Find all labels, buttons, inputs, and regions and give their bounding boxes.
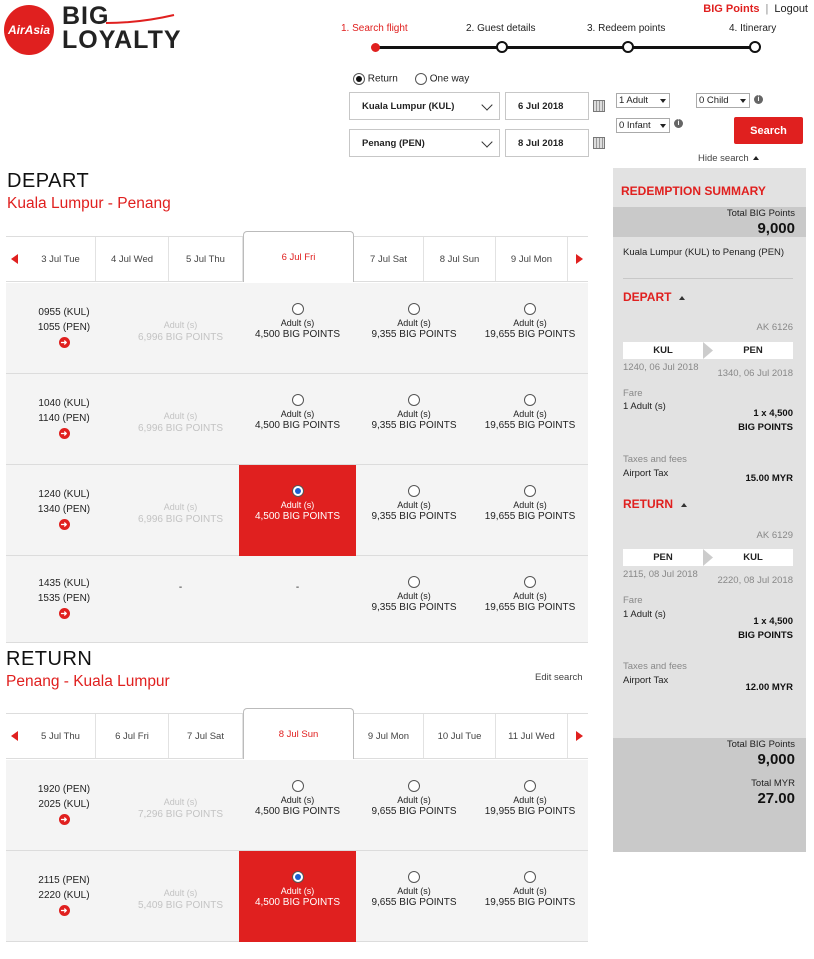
arrival-time: 1340 (PEN) [37,503,91,515]
chevron-down-icon [481,136,492,147]
fare-pax-label: Adult (s) [513,794,547,805]
fare-radio[interactable] [292,871,304,883]
summary-return-label: RETURN [623,497,673,511]
fare-pax-label: Adult (s) [397,317,431,328]
info-icon[interactable]: i [674,119,683,128]
arrival-time: 1535 (PEN) [37,592,91,604]
search-button[interactable]: Search [734,117,803,144]
adult-value: 1 Adult [619,95,649,106]
fare-points: 19,655 BIG POINTS [484,420,576,432]
fare-points: 9,355 BIG POINTS [371,511,457,523]
fare-points: 4,500 BIG POINTS [254,329,341,341]
depart-route: Kuala Lumpur - Penang [7,195,171,212]
return-tax-value: 12.00 MYR [745,682,793,693]
next-date-arrow-icon[interactable] [576,254,583,264]
depart-route-bar [623,342,793,359]
progress-line [376,46,756,49]
total-points-label: Total BIG Points [726,739,795,750]
depart-arrival-time: 1340, 06 Jul 2018 [717,368,793,379]
flight-row [6,760,588,851]
depart-pax: 1 Adult (s) [623,401,666,412]
return-fare-value: 1 x 4,500 [753,616,793,627]
depart-date-strip [6,236,588,282]
fare-points: 19,655 BIG POINTS [484,602,576,614]
flight-times [6,782,122,827]
child-select[interactable] [696,93,750,108]
date-tab[interactable]: 6 Jul Fri [243,231,354,282]
flight-times [6,576,122,621]
fare-radio[interactable] [292,394,304,406]
chevron-up-icon [679,296,685,300]
fare-points: 4,500 BIG POINTS [254,511,341,523]
summary-total-top [613,207,806,237]
fare-radio[interactable] [292,780,304,792]
fare-radio[interactable] [408,871,420,883]
step-4-label: 4. Itinerary [729,23,777,34]
fare-radio[interactable] [524,485,536,497]
flight-details-arrow-icon[interactable]: ➜ [59,905,70,916]
date-tab[interactable]: 6 Jul Fri [96,714,169,758]
fare-pax-label: Adult (s) [397,499,431,510]
fare-dash: - [178,582,183,593]
fare-pax-label: Adult (s) [513,317,547,328]
departure-time: 1435 (KUL) [38,577,90,589]
depart-title: DEPART [7,170,90,192]
fare-points: 4,500 BIG POINTS [254,806,341,818]
flight-times [6,305,122,350]
return-tax-name: Airport Tax [623,675,669,686]
fare-points: 19,655 BIG POINTS [484,511,576,523]
calendar-icon[interactable] [593,100,605,112]
flight-details-arrow-icon[interactable]: ➜ [59,814,70,825]
departure-time: 1920 (PEN) [37,783,91,795]
fare-option [122,465,239,556]
logout-link[interactable]: Logout [774,3,808,15]
return-fare-label: Fare [623,595,643,606]
trip-oneway-option[interactable] [415,73,469,85]
fare-option[interactable] [239,851,356,942]
fare-pax-label: Adult (s) [163,888,198,898]
date-tab[interactable]: 9 Jul Mon [496,237,568,281]
return-pax: 1 Adult (s) [623,609,666,620]
flight-details-arrow-icon[interactable]: ➜ [59,428,70,439]
destination-select[interactable] [349,129,500,157]
departure-time: 2115 (PEN) [38,874,90,886]
fare-pax-label: Adult (s) [397,885,431,896]
fare-pax-label: Adult (s) [513,408,547,419]
fare-pax-label: Adult (s) [397,590,431,601]
fare-points: 9,355 BIG POINTS [371,329,457,341]
redemption-summary-panel [613,168,806,852]
fare-points: 9,355 BIG POINTS [371,420,457,432]
fare-option[interactable] [356,374,472,465]
fare-points: 9,655 BIG POINTS [371,897,457,909]
flight-times [6,873,122,918]
fare-pax-label: Adult (s) [280,317,315,328]
fare-unavailable [122,556,239,643]
step-3-dot [622,41,634,53]
return-title: RETURN [6,648,93,670]
return-date-field[interactable] [505,129,589,157]
return-label: Return [367,73,398,85]
depart-to: PEN [743,345,763,356]
return-route-bar [623,549,793,566]
fare-pax-label: Adult (s) [163,502,198,512]
fare-points: 6,996 BIG POINTS [137,422,224,434]
fare-radio[interactable] [524,394,536,406]
fare-option[interactable] [472,760,588,851]
fare-points: 4,500 BIG POINTS [254,897,341,909]
link-separator: | [765,3,769,15]
fare-option[interactable] [472,851,588,942]
summary-title: REDEMPTION SUMMARY [621,184,766,198]
departure-time: 1040 (KUL) [38,397,90,409]
chevron-up-icon [753,156,759,160]
logo-brand: AirAsia [7,23,51,37]
return-departure-time: 2115, 08 Jul 2018 [623,569,698,580]
fare-option[interactable] [356,851,472,942]
date-tab[interactable]: 7 Jul Sat [169,714,243,758]
fare-points: 9,655 BIG POINTS [371,806,457,818]
dropdown-arrow-icon [660,99,666,103]
flight-times [6,396,122,441]
fare-dash: - [295,582,300,593]
return-fare-unit: BIG POINTS [738,630,793,641]
date-tab[interactable]: 7 Jul Sat [354,237,424,281]
fare-option[interactable] [356,556,472,643]
child-value: 0 Child [699,95,729,106]
oneway-label: One way [429,73,470,85]
fare-points: 6,996 BIG POINTS [137,331,224,343]
hide-search-label: Hide search [698,153,749,164]
fare-pax-label: Adult (s) [163,797,198,807]
total-myr-value: 27.00 [757,790,795,807]
flight-row [6,851,588,942]
fare-pax-label: Adult (s) [163,411,198,421]
fare-pax-label: Adult (s) [280,408,315,419]
return-arrival-time: 2220, 08 Jul 2018 [717,575,793,586]
arrow-right-icon [703,549,713,566]
fare-radio[interactable] [408,303,420,315]
flight-row [6,374,588,465]
return-route: Penang - Kuala Lumpur [6,673,170,690]
fare-unavailable [239,556,356,643]
total-points-value: 9,000 [757,220,795,237]
step-1-label: 1. Search flight [341,23,408,34]
fare-radio[interactable] [292,303,304,315]
next-date-arrow-icon[interactable] [576,731,583,741]
hide-search-toggle[interactable] [698,153,759,164]
step-2-label: 2. Guest details [466,23,536,34]
prev-date-arrow-icon[interactable] [11,731,18,741]
fare-radio[interactable] [408,485,420,497]
adult-select[interactable] [616,93,670,108]
step-4-dot [749,41,761,53]
date-tab[interactable]: 3 Jul Tue [26,237,96,281]
divider [623,278,793,279]
return-flight-number: AK 6129 [756,530,793,541]
return-date-strip [6,713,588,759]
big-loyalty-logo [62,4,182,52]
fare-option[interactable] [472,283,588,374]
total-points-value: 9,000 [757,751,795,768]
fare-option[interactable] [239,374,356,465]
destination-value: Penang (PEN) [362,137,425,149]
edit-search-link[interactable]: Edit search [535,672,583,683]
depart-tax-name: Airport Tax [623,468,669,479]
oneway-radio[interactable] [415,73,427,85]
fare-pax-label: Adult (s) [280,794,315,805]
depart-fare-unit: BIG POINTS [738,422,793,433]
flight-details-arrow-icon[interactable]: ➜ [59,519,70,530]
chevron-up-icon [681,503,687,507]
summary-depart-label: DEPART [623,290,672,304]
depart-fare-label: Fare [623,388,643,399]
total-points-label: Total BIG Points [726,208,795,219]
fare-pax-label: Adult (s) [163,320,198,330]
fare-pax-label: Adult (s) [280,499,315,510]
arrow-right-icon [703,342,713,359]
fare-option[interactable] [239,465,356,556]
prev-date-arrow-icon[interactable] [11,254,18,264]
arrival-time: 1055 (PEN) [37,321,91,333]
depart-date-value: 6 Jul 2018 [518,100,564,112]
fare-radio[interactable] [408,394,420,406]
step-1-dot [371,43,380,52]
fare-option[interactable] [472,374,588,465]
fare-radio[interactable] [408,576,420,588]
depart-tax-value: 15.00 MYR [745,473,793,484]
fare-points: 5,409 BIG POINTS [137,899,224,911]
big-points-link[interactable]: BIG Points [703,3,760,15]
date-tab[interactable]: 4 Jul Wed [96,237,169,281]
summary-route: Kuala Lumpur (KUL) to Penang (PEN) [623,247,785,258]
fare-option[interactable] [356,283,472,374]
fare-pax-label: Adult (s) [397,794,431,805]
fare-radio[interactable] [524,576,536,588]
date-tab[interactable]: 11 Jul Wed [496,714,568,758]
flight-row [6,465,588,556]
logo-line1: BIG [62,2,110,30]
top-links [703,3,808,15]
airasia-logo[interactable] [4,5,54,55]
step-3-label: 3. Redeem points [587,23,666,34]
logo-swoosh-icon [104,14,176,24]
calendar-icon[interactable] [593,137,605,149]
logo-line2: LOYALTY [62,26,182,54]
depart-departure-time: 1240, 06 Jul 2018 [623,362,699,373]
fare-points: 9,355 BIG POINTS [371,602,457,614]
flight-row [6,556,588,643]
fare-points: 19,955 BIG POINTS [484,897,576,909]
depart-taxes-label: Taxes and fees [623,454,687,465]
origin-value: Kuala Lumpur (KUL) [362,100,455,112]
infant-select[interactable] [616,118,670,133]
fare-radio[interactable] [408,780,420,792]
fare-option [122,283,239,374]
total-myr-label: Total MYR [751,778,795,789]
flight-details-arrow-icon[interactable]: ➜ [59,337,70,348]
origin-select[interactable] [349,92,500,120]
fare-radio[interactable] [524,303,536,315]
infant-value: 0 Infant [619,120,651,131]
fare-points: 19,955 BIG POINTS [484,806,576,818]
return-to: KUL [743,552,763,563]
fare-pax-label: Adult (s) [397,408,431,419]
fare-radio[interactable] [524,871,536,883]
return-radio[interactable] [353,73,365,85]
fare-pax-label: Adult (s) [513,499,547,510]
departure-time: 1240 (KUL) [38,488,90,500]
fare-option[interactable] [239,760,356,851]
flight-times [6,487,122,532]
fare-radio[interactable] [292,485,304,497]
date-tab[interactable]: 5 Jul Thu [169,237,243,281]
date-tab[interactable]: 9 Jul Mon [354,714,424,758]
fare-option[interactable] [239,283,356,374]
step-2-dot [496,41,508,53]
depart-date-field[interactable] [505,92,589,120]
depart-from: KUL [653,345,673,356]
fare-points: 7,296 BIG POINTS [137,808,224,820]
fare-radio[interactable] [524,780,536,792]
dropdown-arrow-icon [740,99,746,103]
fare-option [122,760,239,851]
trip-return-option[interactable] [353,73,398,85]
summary-total-bottom [613,738,806,852]
return-from: PEN [653,552,673,563]
fare-option[interactable] [472,556,588,643]
fare-option [122,374,239,465]
fare-points: 19,655 BIG POINTS [484,329,576,341]
date-tab[interactable]: 8 Jul Sun [424,237,496,281]
chevron-down-icon [481,99,492,110]
fare-pax-label: Adult (s) [513,590,547,601]
arrival-time: 1140 (PEN) [38,412,90,424]
fare-option[interactable] [356,465,472,556]
fare-points: 6,996 BIG POINTS [137,513,224,525]
fare-pax-label: Adult (s) [280,885,315,896]
return-date-value: 8 Jul 2018 [518,137,564,149]
summary-depart-toggle[interactable] [623,290,685,304]
departure-time: 0955 (KUL) [38,306,90,318]
date-tab[interactable]: 10 Jul Tue [424,714,496,758]
flight-row [6,283,588,374]
fare-pax-label: Adult (s) [513,885,547,896]
date-tab[interactable]: 8 Jul Sun [243,708,354,759]
fare-points: 4,500 BIG POINTS [254,420,341,432]
depart-flight-number: AK 6126 [756,322,793,333]
dropdown-arrow-icon [660,124,666,128]
arrival-time: 2220 (KUL) [38,889,90,901]
summary-return-toggle[interactable] [623,497,687,511]
flight-details-arrow-icon[interactable]: ➜ [59,608,70,619]
date-tab[interactable]: 5 Jul Thu [26,714,96,758]
depart-fare-value: 1 x 4,500 [753,408,793,419]
arrival-time: 2025 (KUL) [38,798,90,810]
return-taxes-label: Taxes and fees [623,661,687,672]
info-icon[interactable]: i [754,95,763,104]
fare-option [122,851,239,942]
fare-option[interactable] [356,760,472,851]
fare-option[interactable] [472,465,588,556]
